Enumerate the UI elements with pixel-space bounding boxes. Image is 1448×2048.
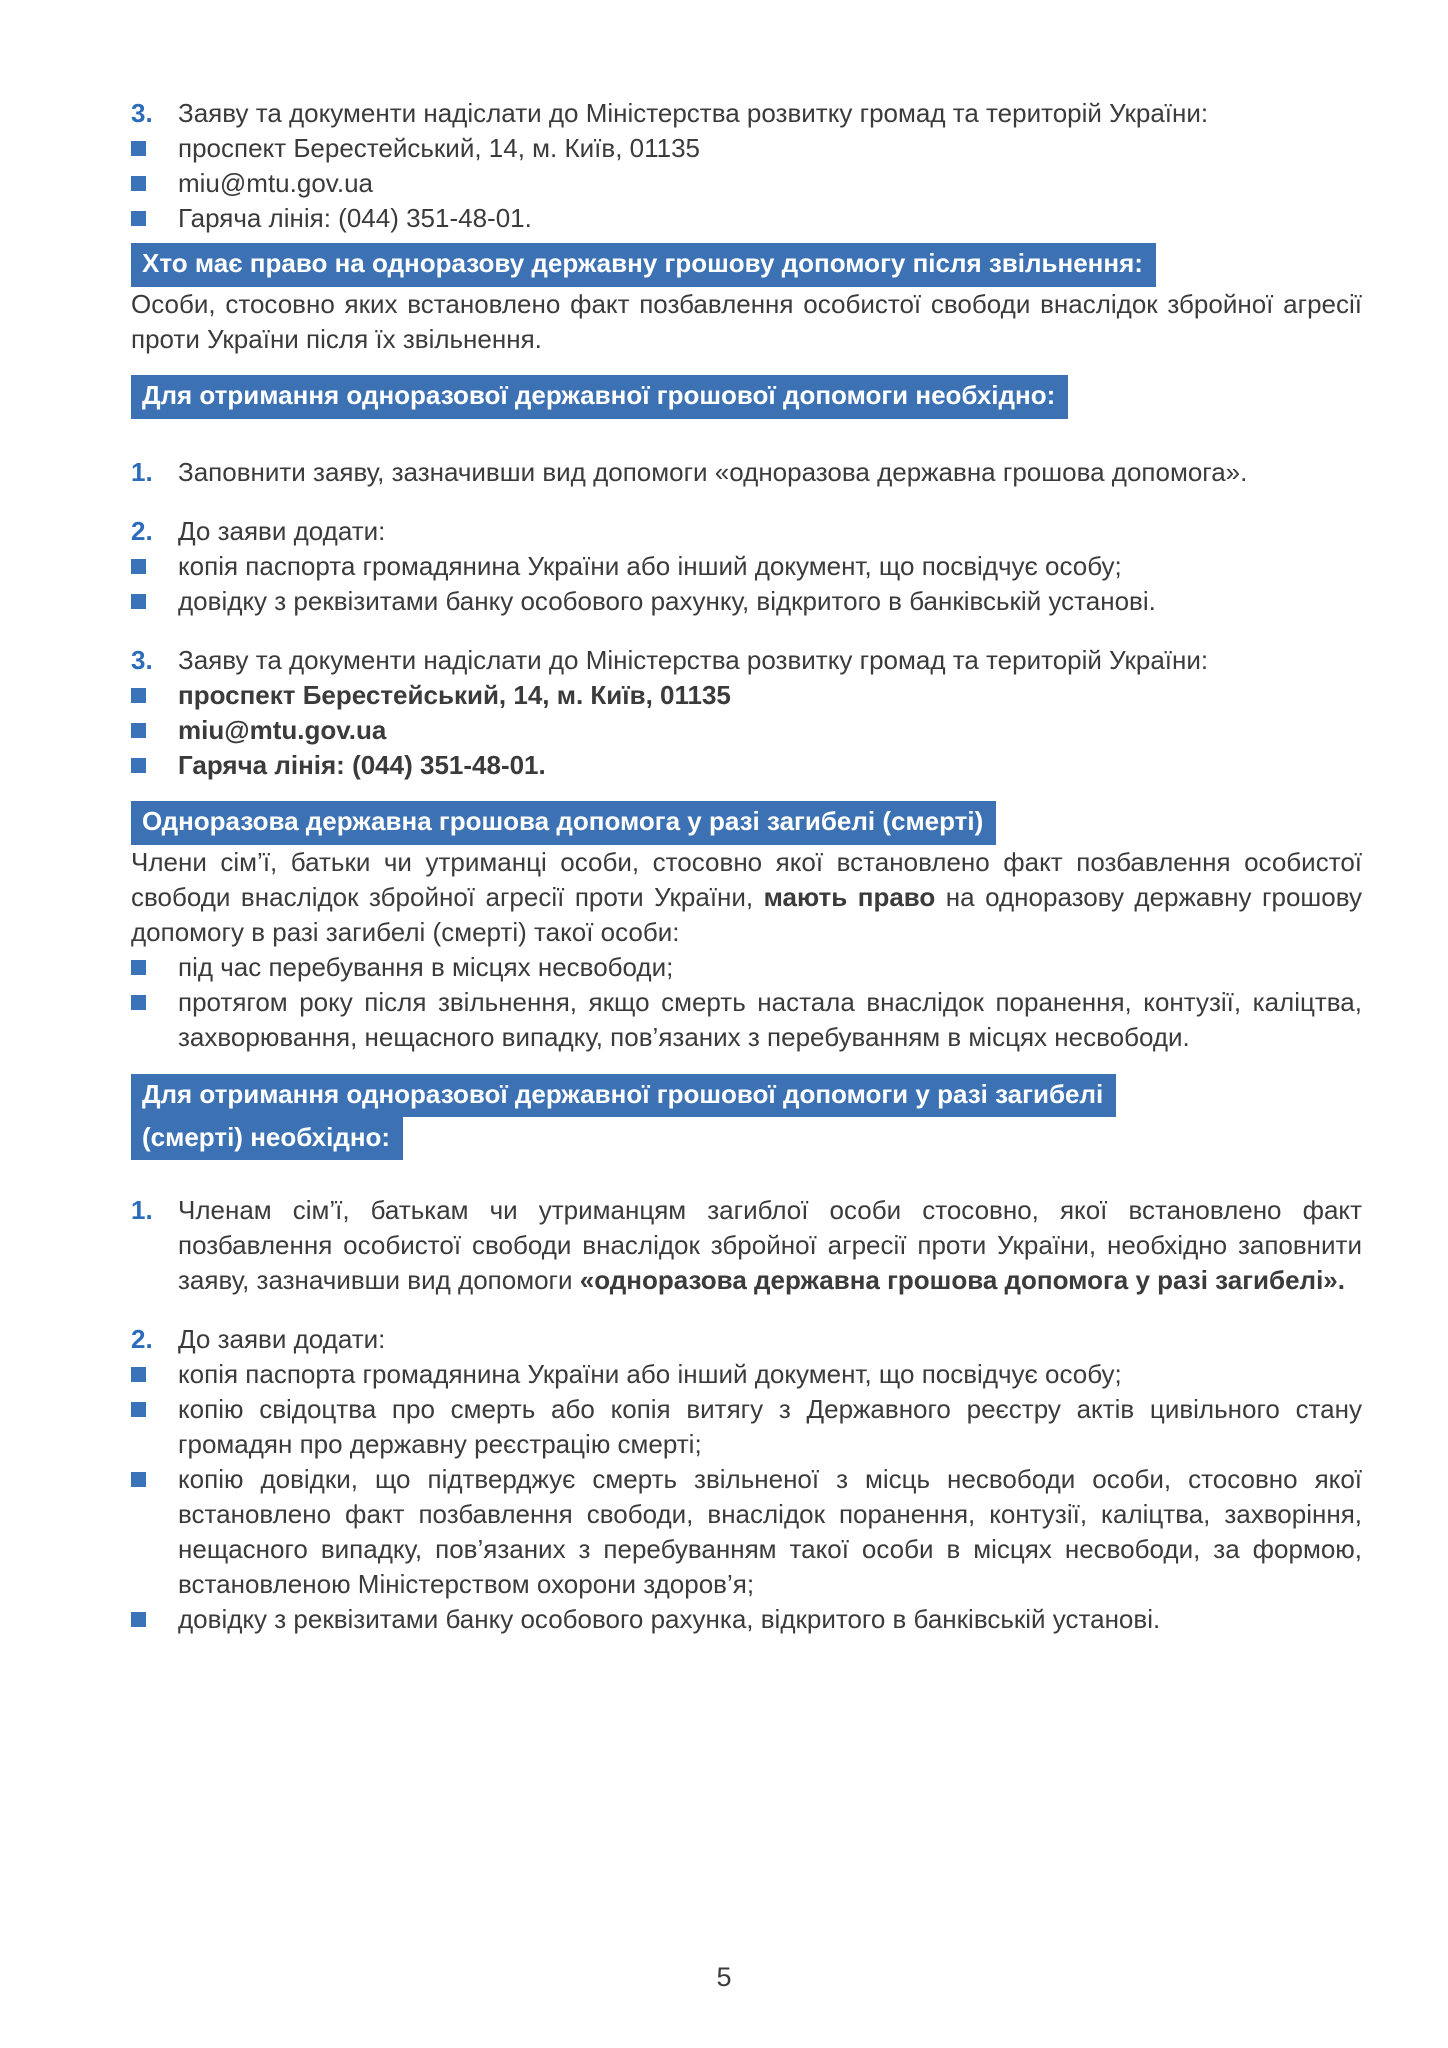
bullet-text-hotline: Гаряча лінія: (044) 351-48-01.: [178, 750, 546, 780]
bullet-item: [131, 678, 1362, 713]
section-heading-wrap: [131, 243, 1362, 287]
bullet-item: [131, 748, 1362, 783]
bullet-text: копію свідоцтва про смерть або копія витягу з Державного реєстру актів цивільного стану громадян про державну реєстрацію смерті;: [178, 1394, 1362, 1459]
bullet-marker: [131, 1392, 178, 1462]
bullet-text: під час перебування в місцях несвободи;: [178, 952, 674, 982]
paragraph-who: Особи, стосовно яких встановлено факт позбавлення особистої свободи внаслідок збройної агресії проти України після їх звільнення.: [131, 289, 1362, 354]
item-number: 2.: [131, 516, 153, 546]
bullet-marker: [131, 549, 178, 584]
bullet-text: довідку з реквізитами банку особового рахунка, відкритого в банківській установі.: [178, 1604, 1161, 1634]
bullet-item: [131, 166, 1362, 201]
bullet-square-icon: [131, 559, 146, 574]
item-text: Заяву та документи надіслати до Міністерства розвитку громад та територій України:: [178, 645, 1209, 675]
item-text: [178, 1193, 1362, 1298]
bullet-marker: [131, 748, 178, 783]
bullet-marker: [131, 166, 178, 201]
bullet-square-icon: [131, 176, 146, 191]
bullet-text-hotline: Гаряча лінія: (044) 351-48-01.: [178, 203, 532, 233]
bullet-square-icon: [131, 688, 146, 703]
section-heading-wrap: [131, 1073, 1211, 1159]
paragraph-run: на одноразову державну грошову допомогу в разі загибелі (смерті) такої особи:: [131, 882, 1362, 947]
section-heading-death: Одноразова державна грошова допомога у разі загибелі (смерті): [131, 801, 996, 845]
item-number: 1.: [131, 457, 153, 487]
bullet-item: [131, 713, 1362, 748]
bullet-item: [131, 584, 1362, 619]
item-text: Заяву та документи надіслати до Міністерства розвитку громад та територій України:: [178, 98, 1209, 128]
numbered-item: [131, 1322, 1362, 1357]
bullet-square-icon: [131, 960, 146, 975]
bullet-text: копія паспорта громадянина України або інший документ, що посвідчує особу;: [178, 551, 1122, 581]
bullet-text: копія паспорта громадянина України або інший документ, що посвідчує особу;: [178, 1359, 1122, 1389]
bullet-item: [131, 950, 1362, 985]
numbered-item: [131, 1193, 1362, 1298]
bullet-square-icon: [131, 995, 146, 1010]
bullet-text: копію довідки, що підтверджує смерть звільненої з місць несвободи особи, стосовно якої встановлено факт позбавлення свободи, внаслідок поранення, контузії, каліцтва, захворіння, нещасного випадку, пов’язаних з перебуванням такої особи в місцях несвободи, за формою, встановленою Міністерством охорони здоров’я;: [178, 1464, 1362, 1599]
bullet-square-icon: [131, 1472, 146, 1487]
paragraph-run: Члени сім’ї, батьки чи утриманці особи, стосовно якої встановлено факт позбавлення особистої свободи внаслідок збройної агресії проти України,: [131, 847, 1362, 912]
bullet-marker: [131, 1602, 178, 1637]
bullet-text-email: miu@mtu.gov.ua: [178, 715, 387, 745]
bullet-marker: [131, 713, 178, 748]
numbered-item: [131, 643, 1362, 678]
section-heading-wrap: [131, 375, 1362, 419]
bullet-text-address: проспект Берестейський, 14, м. Київ, 01135: [178, 133, 701, 163]
bullet-item: [131, 201, 1362, 236]
bullet-square-icon: [131, 723, 146, 738]
section-heading-death-how: Для отримання одноразової державної грошової допомоги у разі загибелі (смерті) необхідно:: [131, 1074, 1116, 1160]
bullet-marker: [131, 1462, 178, 1602]
item-number: 3.: [131, 98, 153, 128]
bullet-marker: [131, 1357, 178, 1392]
bullet-marker: [131, 985, 178, 1055]
bullet-item: [131, 1392, 1362, 1462]
bullet-marker: [131, 201, 178, 236]
bullet-text: довідку з реквізитами банку особового рахунку, відкритого в банківській установі.: [178, 586, 1156, 616]
bullet-square-icon: [131, 594, 146, 609]
section-heading-wrap: [131, 801, 1362, 845]
bullet-item: [131, 985, 1362, 1055]
bullet-text-address: проспект Берестейський, 14, м. Київ, 01135: [178, 680, 731, 710]
bullet-square-icon: [131, 141, 146, 156]
item-text: Заповнити заяву, зазначивши вид допомоги «одноразова державна грошова допомога».: [178, 457, 1248, 487]
numbered-item: [131, 96, 1362, 131]
numbered-item: [131, 514, 1362, 549]
page-number: 5: [716, 1962, 732, 1992]
numbered-item: [131, 455, 1362, 490]
section-heading-who: Хто має право на одноразову державну грошову допомогу після звільнення:: [131, 243, 1156, 287]
item-run: Членам сім’ї, батькам чи утриманцям загиблої особи стосовно, якої встановлено факт позбавлення особистої свободи внаслідок збройної агресії проти України, необхідно заповнити заяву, зазначивши вид допомоги: [178, 1195, 1362, 1295]
bullet-square-icon: [131, 1612, 146, 1627]
bullet-square-icon: [131, 1367, 146, 1382]
item-text: До заяви додати:: [178, 516, 386, 546]
bullet-item: [131, 1357, 1362, 1392]
bullet-text-email: miu@mtu.gov.ua: [178, 168, 373, 198]
section-heading-how: Для отримання одноразової державної грошової допомоги необхідно:: [131, 375, 1068, 419]
item-number: 3.: [131, 645, 153, 675]
paragraph-run-bold: мають право: [763, 882, 936, 912]
bullet-square-icon: [131, 758, 146, 773]
item-number: 2.: [131, 1324, 153, 1354]
bullet-square-icon: [131, 211, 146, 226]
item-run-bold: «одноразова державна грошова допомога у разі загибелі».: [579, 1265, 1345, 1295]
paragraph-death: [131, 845, 1362, 950]
bullet-marker: [131, 131, 178, 166]
item-text: До заяви додати:: [178, 1324, 386, 1354]
bullet-item: [131, 1602, 1362, 1637]
bullet-marker: [131, 678, 178, 713]
bullet-item: [131, 1462, 1362, 1602]
bullet-item: [131, 549, 1362, 584]
bullet-marker: [131, 950, 178, 985]
bullet-marker: [131, 584, 178, 619]
bullet-square-icon: [131, 1402, 146, 1417]
item-number: 1.: [131, 1195, 153, 1225]
bullet-text: протягом року після звільнення, якщо смерть настала внаслідок поранення, контузії, каліцтва, захворювання, нещасного випадку, пов’язаних з перебуванням в місцях несвободи.: [178, 987, 1362, 1052]
bullet-item: [131, 131, 1362, 166]
